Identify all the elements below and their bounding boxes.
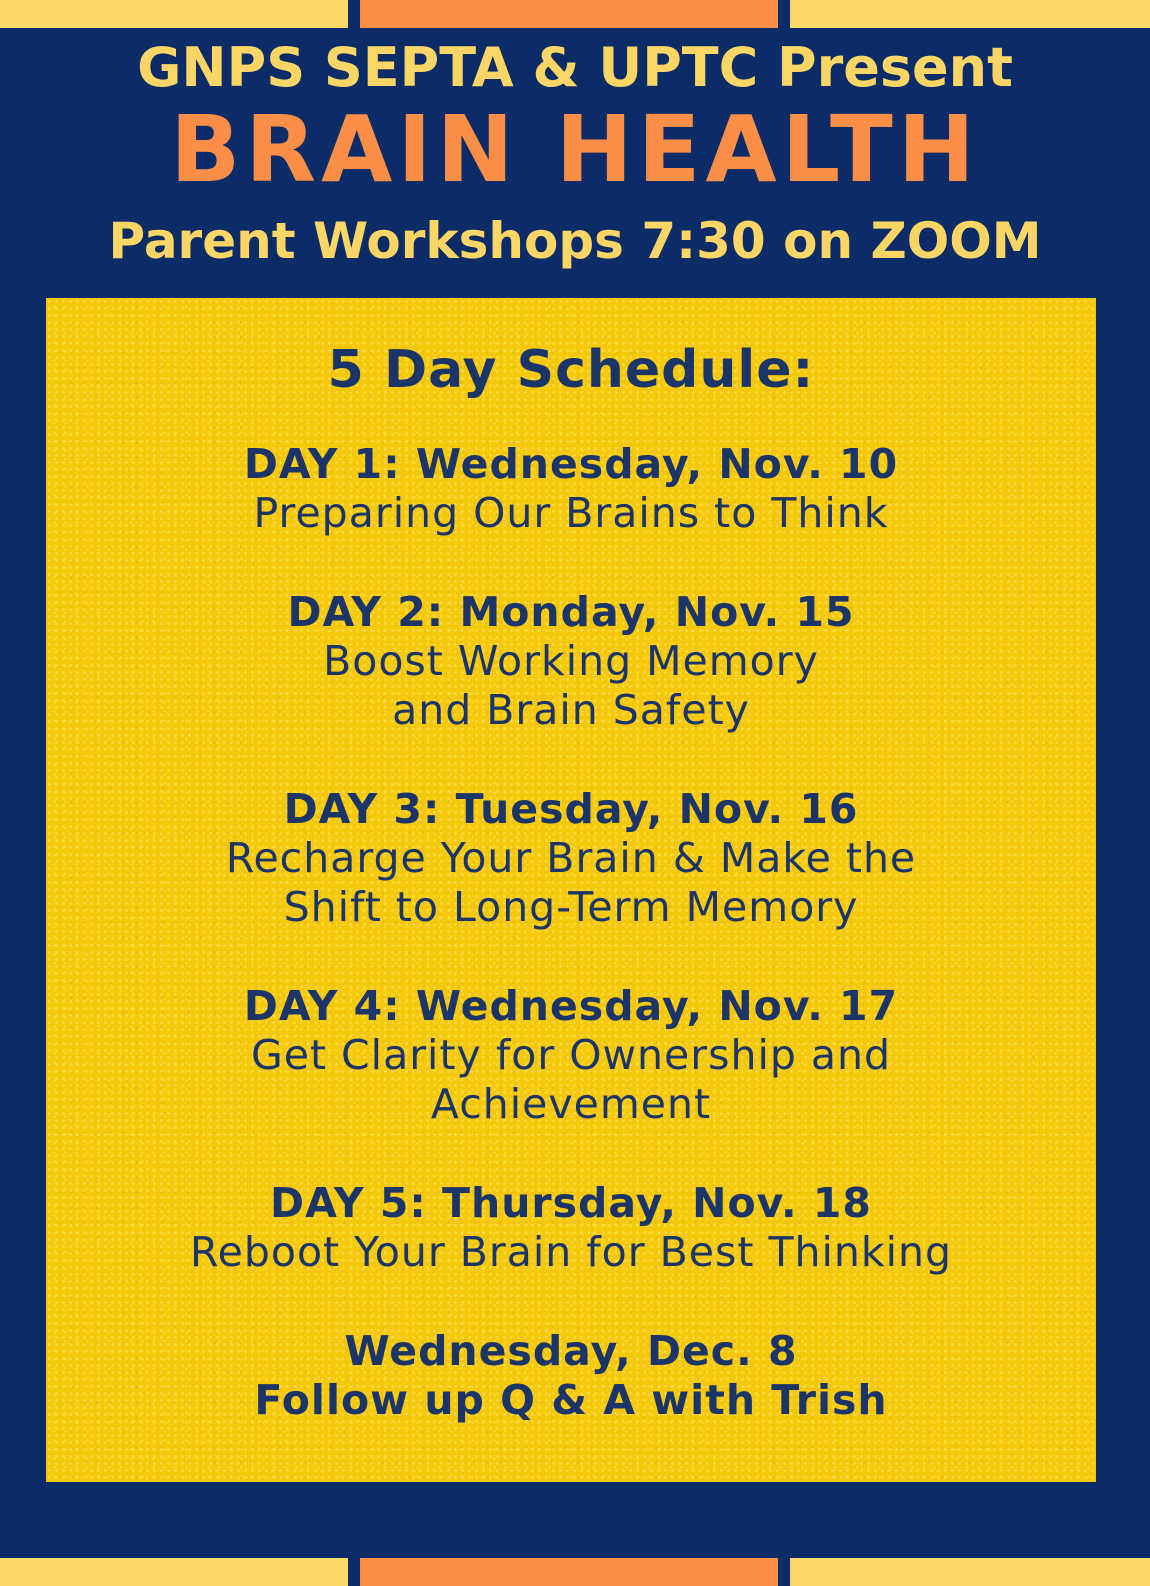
schedule-day-1 [46, 440, 1096, 538]
strip-yellow-right [790, 0, 1150, 28]
strip-yellow-left [0, 1558, 348, 1586]
day-topic: Boost Working Memory and Brain Safety [323, 637, 819, 734]
strip-yellow-right [790, 1558, 1150, 1586]
schedule-day-2 [46, 588, 1096, 735]
day-topic: Get Clarity for Ownership and Achievement [250, 1031, 892, 1128]
day-heading: DAY 2: Monday, Nov. 15 [287, 588, 855, 636]
schedule-panel [46, 298, 1096, 1482]
schedule-list [46, 440, 1096, 1425]
top-decorative-strip [0, 0, 1150, 28]
schedule-day-5 [46, 1179, 1096, 1277]
bottom-decorative-strip [0, 1558, 1150, 1586]
presenters-line: GNPS SEPTA & UPTC Present [137, 36, 1013, 99]
day-topic: Preparing Our Brains to Think [253, 489, 889, 537]
day-heading: DAY 5: Thursday, Nov. 18 [270, 1179, 872, 1227]
day-heading: DAY 3: Tuesday, Nov. 16 [283, 785, 859, 833]
main-title: BRAIN HEALTH [170, 96, 980, 203]
day-topic: Reboot Your Brain for Best Thinking [189, 1228, 953, 1276]
day-topic: Recharge Your Brain & Make the Shift to Long-Term Memory [225, 834, 917, 931]
followup-date: Wednesday, Dec. 8 [344, 1327, 798, 1375]
followup-session [46, 1327, 1096, 1425]
strip-orange-center [360, 1558, 778, 1586]
followup-description: Follow up Q & A with Trish [254, 1376, 888, 1424]
schedule-day-4 [46, 982, 1096, 1129]
schedule-day-3 [46, 785, 1096, 932]
workshop-subtitle: Parent Workshops 7:30 on ZOOM [108, 212, 1042, 270]
strip-yellow-left [0, 0, 348, 28]
day-heading: DAY 4: Wednesday, Nov. 17 [243, 982, 899, 1030]
schedule-title: 5 Day Schedule: [327, 340, 815, 400]
strip-orange-center [360, 0, 778, 28]
flyer-header [0, 28, 1150, 276]
day-heading: DAY 1: Wednesday, Nov. 10 [243, 440, 899, 488]
